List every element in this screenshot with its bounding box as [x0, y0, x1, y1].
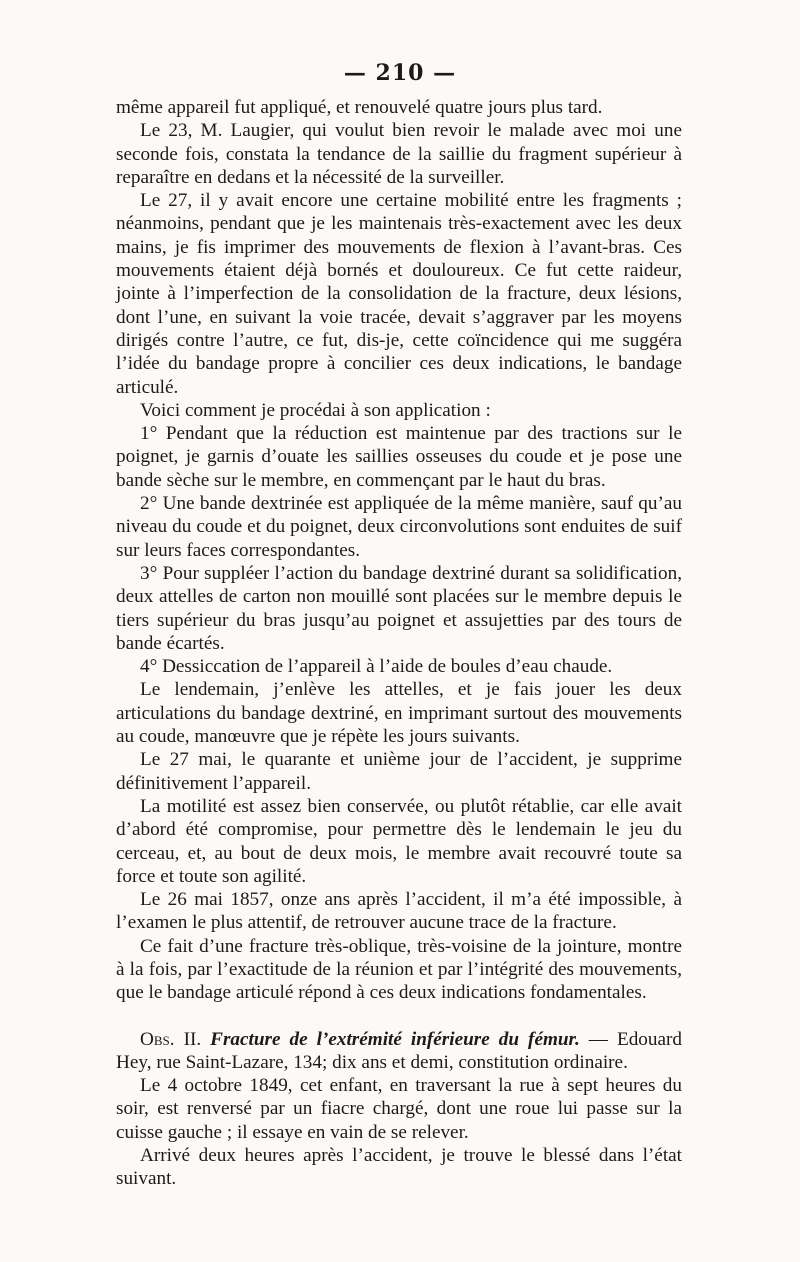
observation-heading: [116, 1028, 682, 1075]
paragraph: Le 27, il y avait encore une certaine mobilité entre les fragments ; néanmoins, pendant que je les maintenais très-exactement avec les deux mains, je fis imprimer des mouvements de flexion à l’avant-bras. Ces mouvements étaient déjà bornés et douloureux. Ce fut cette raideur, jointe à l’imperfection de la consolidation de la fracture, deux lésions, dont l’une, en suivant la voie tracée, devait s’aggraver par les moyens dirigés contre l’autre, ce fut, dis-je, cette coïncidence qui me suggéra l’idée du bandage propre à concilier ces deux indications, le bandage articulé.: [116, 190, 682, 398]
body-text: [116, 96, 682, 1191]
page-number: — 210 —: [343, 60, 457, 86]
paragraph: Ce fait d’une fracture très-oblique, très-voisine de la jointure, montre à la fois, par l’exactitude de la réunion et par l’intégrité des mouvements, que le bandage articulé répond à ces deux indications fondamentales.: [116, 935, 682, 1004]
paragraph: La motilité est assez bien conservée, ou plutôt rétablie, car elle avait d’abord été compromise, pour permettre dès le lendemain le jeu du cerceau, et, au bout de deux mois, le membre avait recouvré toute sa force et toute son agilité.: [116, 795, 682, 887]
paragraph: Le 26 mai 1857, onze ans après l’accident, il m’a été impossible, à l’examen le plus attentif, de retrouver aucune trace de la fracture.: [116, 889, 682, 934]
observation-details: — Edouard Hey, rue Saint-Lazare, 134; dix ans et demi, constitution ordinaire.: [116, 1028, 682, 1073]
paragraph: 2° Une bande dextrinée est appliquée de la même manière, sauf qu’au niveau du coude et du poignet, deux circonvolutions sont enduites de suif sur leurs faces correspondantes.: [116, 493, 682, 561]
paragraph: Le 23, M. Laugier, qui voulut bien revoir le malade avec moi une seconde fois, constata la tendance de la saillie du fragment supérieur à reparaître en dedans et la nécessité de la surveiller.: [116, 120, 682, 188]
paragraph: 3° Pour suppléer l’action du bandage dextriné durant sa solidification, deux attelles de carton non mouillé sont placées sur le membre depuis le tiers supérieur du bras jusqu’au poignet et assujetties par des tours de bande écartés.: [116, 562, 682, 654]
observation-label: Obs. II.: [140, 1028, 202, 1050]
paragraph: Voici comment je procédai à son application :: [140, 399, 491, 421]
paragraph: Le lendemain, j’enlève les attelles, et je fais jouer les deux articulations du bandage dextriné, en imprimant surtout des mouvements au coude, manœuvre que je répète les jours suivants.: [116, 679, 682, 748]
paragraph: 1° Pendant que la réduction est maintenue par des tractions sur le poignet, je garnis d’ouate les saillies osseuses du coude et je pose une bande sèche sur le membre, en commençant par le haut du bras.: [116, 423, 682, 491]
paragraph: Arrivé deux heures après l’accident, je trouve le blessé dans l’état suivant.: [116, 1145, 682, 1190]
paragraph: 4° Dessiccation de l’appareil à l’aide de boules d’eau chaude.: [140, 656, 613, 678]
paragraph: Le 4 octobre 1849, cet enfant, en traversant la rue à sept heures du soir, est renversé par un fiacre chargé, dont une roue lui passe sur la cuisse gauche ; il essaye en vain de se relever.: [116, 1075, 682, 1143]
observation-title: Fracture de l’extrémité inférieure du fémur.: [210, 1028, 580, 1050]
paragraph: Le 27 mai, le quarante et unième jour de l’accident, je supprime définitivement l’appareil.: [116, 749, 682, 794]
paragraph: même appareil fut appliqué, et renouvelé quatre jours plus tard.: [116, 97, 603, 118]
